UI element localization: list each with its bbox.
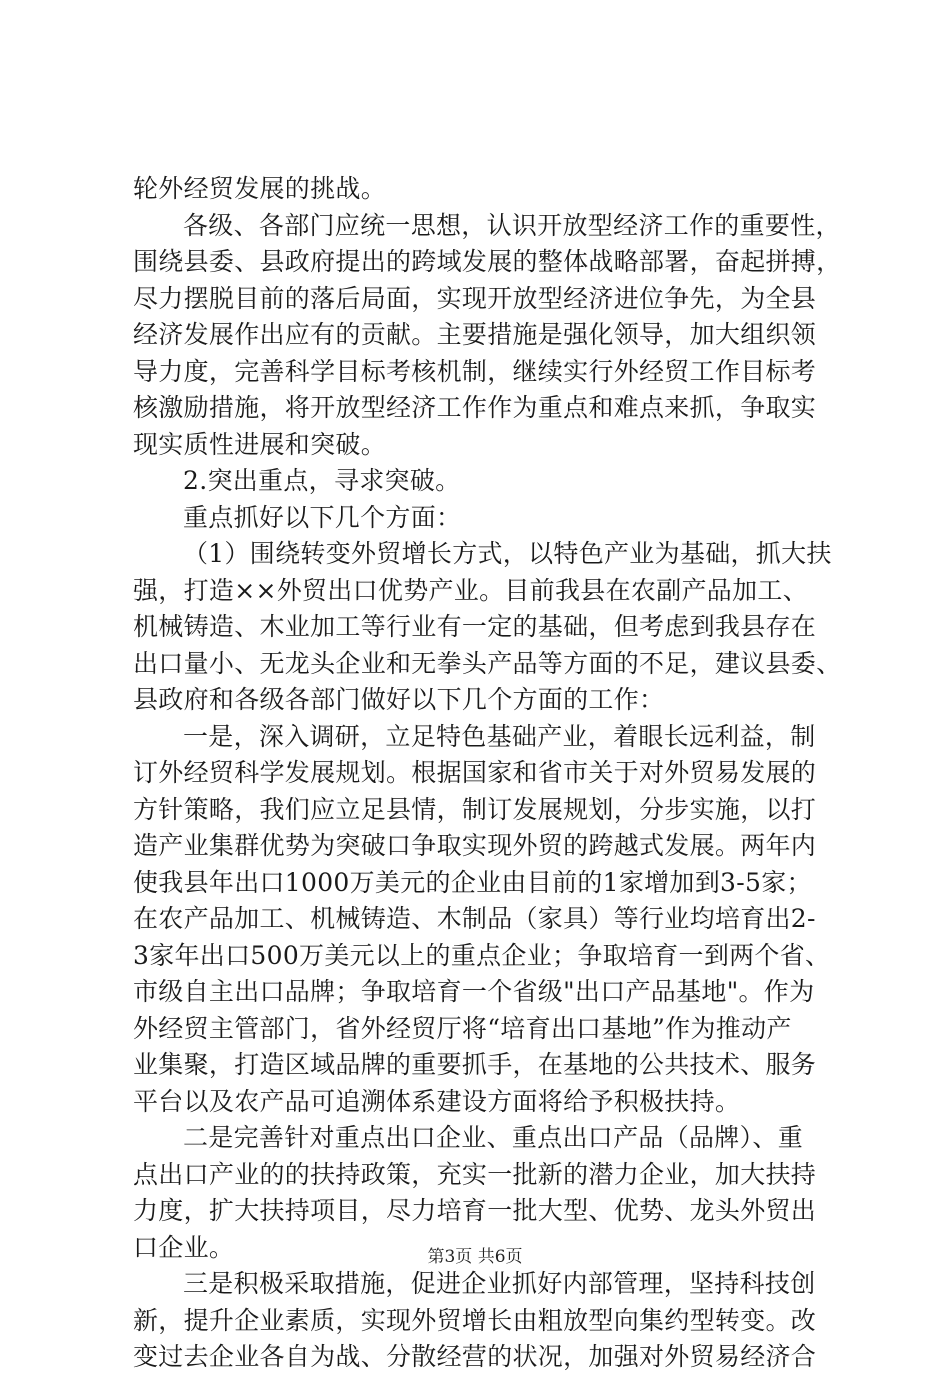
text-line: 核激励措施，将开放型经济工作作为重点和难点来抓，争取实 <box>133 393 817 422</box>
text-line: 市级自主出口品牌；争取培育一个省级"出口产品基地"。作为 <box>133 977 815 1006</box>
text-line: 2.突出重点，寻求突破。 <box>183 466 461 495</box>
text-line: 变过去企业各自为战、分散经营的状况，加强对外贸易经济合 <box>133 1342 817 1371</box>
text-line: 使我县年出口1000万美元的企业由目前的1家增加到3-5家； <box>133 867 812 897</box>
text-line: 口企业。 <box>133 1232 235 1262</box>
text-line: 导力度，完善科学目标考核机制，继续实行外经贸工作目标考 <box>133 356 817 386</box>
text-line: 3家年出口500万美元以上的重点企业；争取培育一到两个省、 <box>133 940 831 970</box>
text-line: 业集聚，打造区域品牌的重要抓手，在基地的公共技术、服务 <box>133 1050 817 1079</box>
text-line: 一是，深入调研，立足特色基础产业，着眼长远利益，制 <box>183 721 816 751</box>
text-line: 二是完善针对重点出口企业、重点出口产品（品牌）、重 <box>183 1123 804 1152</box>
text-line: 强，打造××外贸出口优势产业。目前我县在农副产品加工、 <box>133 575 808 605</box>
text-line: （1）围绕转变外贸增长方式，以特色产业为基础，抓大扶 <box>183 539 832 568</box>
text-line: 造产业集群优势为突破口争取实现外贸的跨越式发展。两年内 <box>133 831 817 860</box>
text-line: 订外经贸科学发展规划。根据国家和省市关于对外贸易发展的 <box>133 758 817 787</box>
text-line: 方针策略，我们应立足县情，制订发展规划，分步实施，以打 <box>133 794 817 824</box>
document-body <box>133 171 842 1376</box>
text-line: 轮外经贸发展的挑战。 <box>133 174 387 203</box>
text-line: 重点抓好以下几个方面： <box>183 502 462 532</box>
text-line: 点出口产业的的扶持政策，充实一批新的潜力企业，加大扶持 <box>133 1159 817 1189</box>
text-line: 平台以及农产品可追溯体系建设方面将给予积极扶持。 <box>133 1086 741 1116</box>
text-line: 出口量小、无龙头企业和无拳头产品等方面的不足，建议县委、 <box>133 648 842 678</box>
text-line: 经济发展作出应有的贡献。主要措施是强化领导，加大组织领 <box>133 320 817 349</box>
text-line: 尽力摆脱目前的落后局面，实现开放型经济进位争先，为全县 <box>133 283 817 313</box>
text-line: 各级、各部门应统一思想，认识开放型经济工作的重要性， <box>183 210 841 240</box>
page-footer: 第3页 共6页 <box>427 1247 523 1267</box>
text-line: 县政府和各级各部门做好以下几个方面的工作： <box>133 685 665 714</box>
text-line: 外经贸主管部门，省外经贸厅将“培育出口基地”作为推动产 <box>133 1013 792 1043</box>
text-line: 机械铸造、木业加工等行业有一定的基础，但考虑到我县存在 <box>133 612 817 641</box>
text-line: 现实质性进展和突破。 <box>133 429 387 459</box>
text-line: 围绕县委、县政府提出的跨域发展的整体战略部署，奋起拼搏， <box>133 247 842 276</box>
text-line: 力度，扩大扶持项目，尽力培育一批大型、优势、龙头外贸出 <box>133 1196 817 1225</box>
text-line: 三是积极采取措施，促进企业抓好内部管理，坚持科技创 <box>183 1269 816 1298</box>
text-line: 在农产品加工、机械铸造、木制品（家具）等行业均培育出2- <box>133 904 816 933</box>
text-line: 新，提升企业素质，实现外贸增长由粗放型向集约型转变。改 <box>133 1305 817 1335</box>
